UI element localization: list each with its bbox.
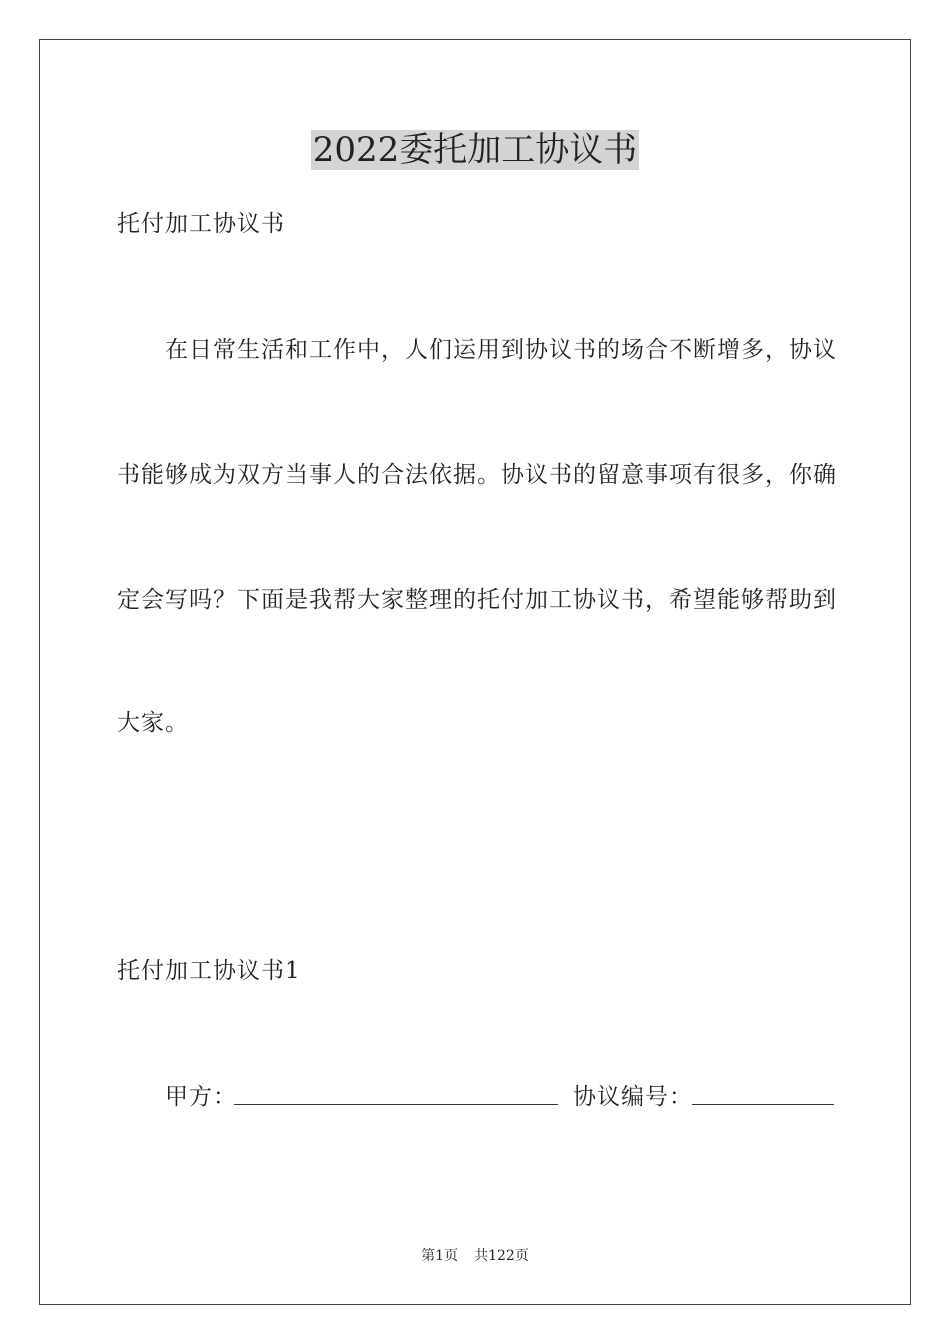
intro-line-4: 大家。 [117, 710, 189, 736]
party-a-label: 甲方： [165, 1084, 237, 1110]
section-title: 托付加工协议书1 [117, 958, 301, 984]
document-title [0, 126, 950, 174]
page-footer [0, 1246, 950, 1266]
intro-line-3: 定会写吗？下面是我帮大家整理的托付加工协议书，希望能够帮助到 [117, 587, 837, 613]
intro-line-2: 书能够成为双方当事人的合法依据。协议书的留意事项有很多，你确 [117, 462, 837, 488]
party-a-fill-line [234, 1104, 558, 1105]
page-total: 共122页 [474, 1248, 529, 1264]
subtitle: 托付加工协议书 [117, 211, 285, 237]
agreement-no-fill-line [692, 1104, 834, 1105]
document-title-text: 2022委托加工协议书 [312, 130, 638, 170]
agreement-no-label: 协议编号： [573, 1084, 693, 1110]
intro-line-1: 在日常生活和工作中，人们运用到协议书的场合不断增多，协议 [165, 337, 837, 363]
page-number: 第1页 [421, 1248, 459, 1264]
